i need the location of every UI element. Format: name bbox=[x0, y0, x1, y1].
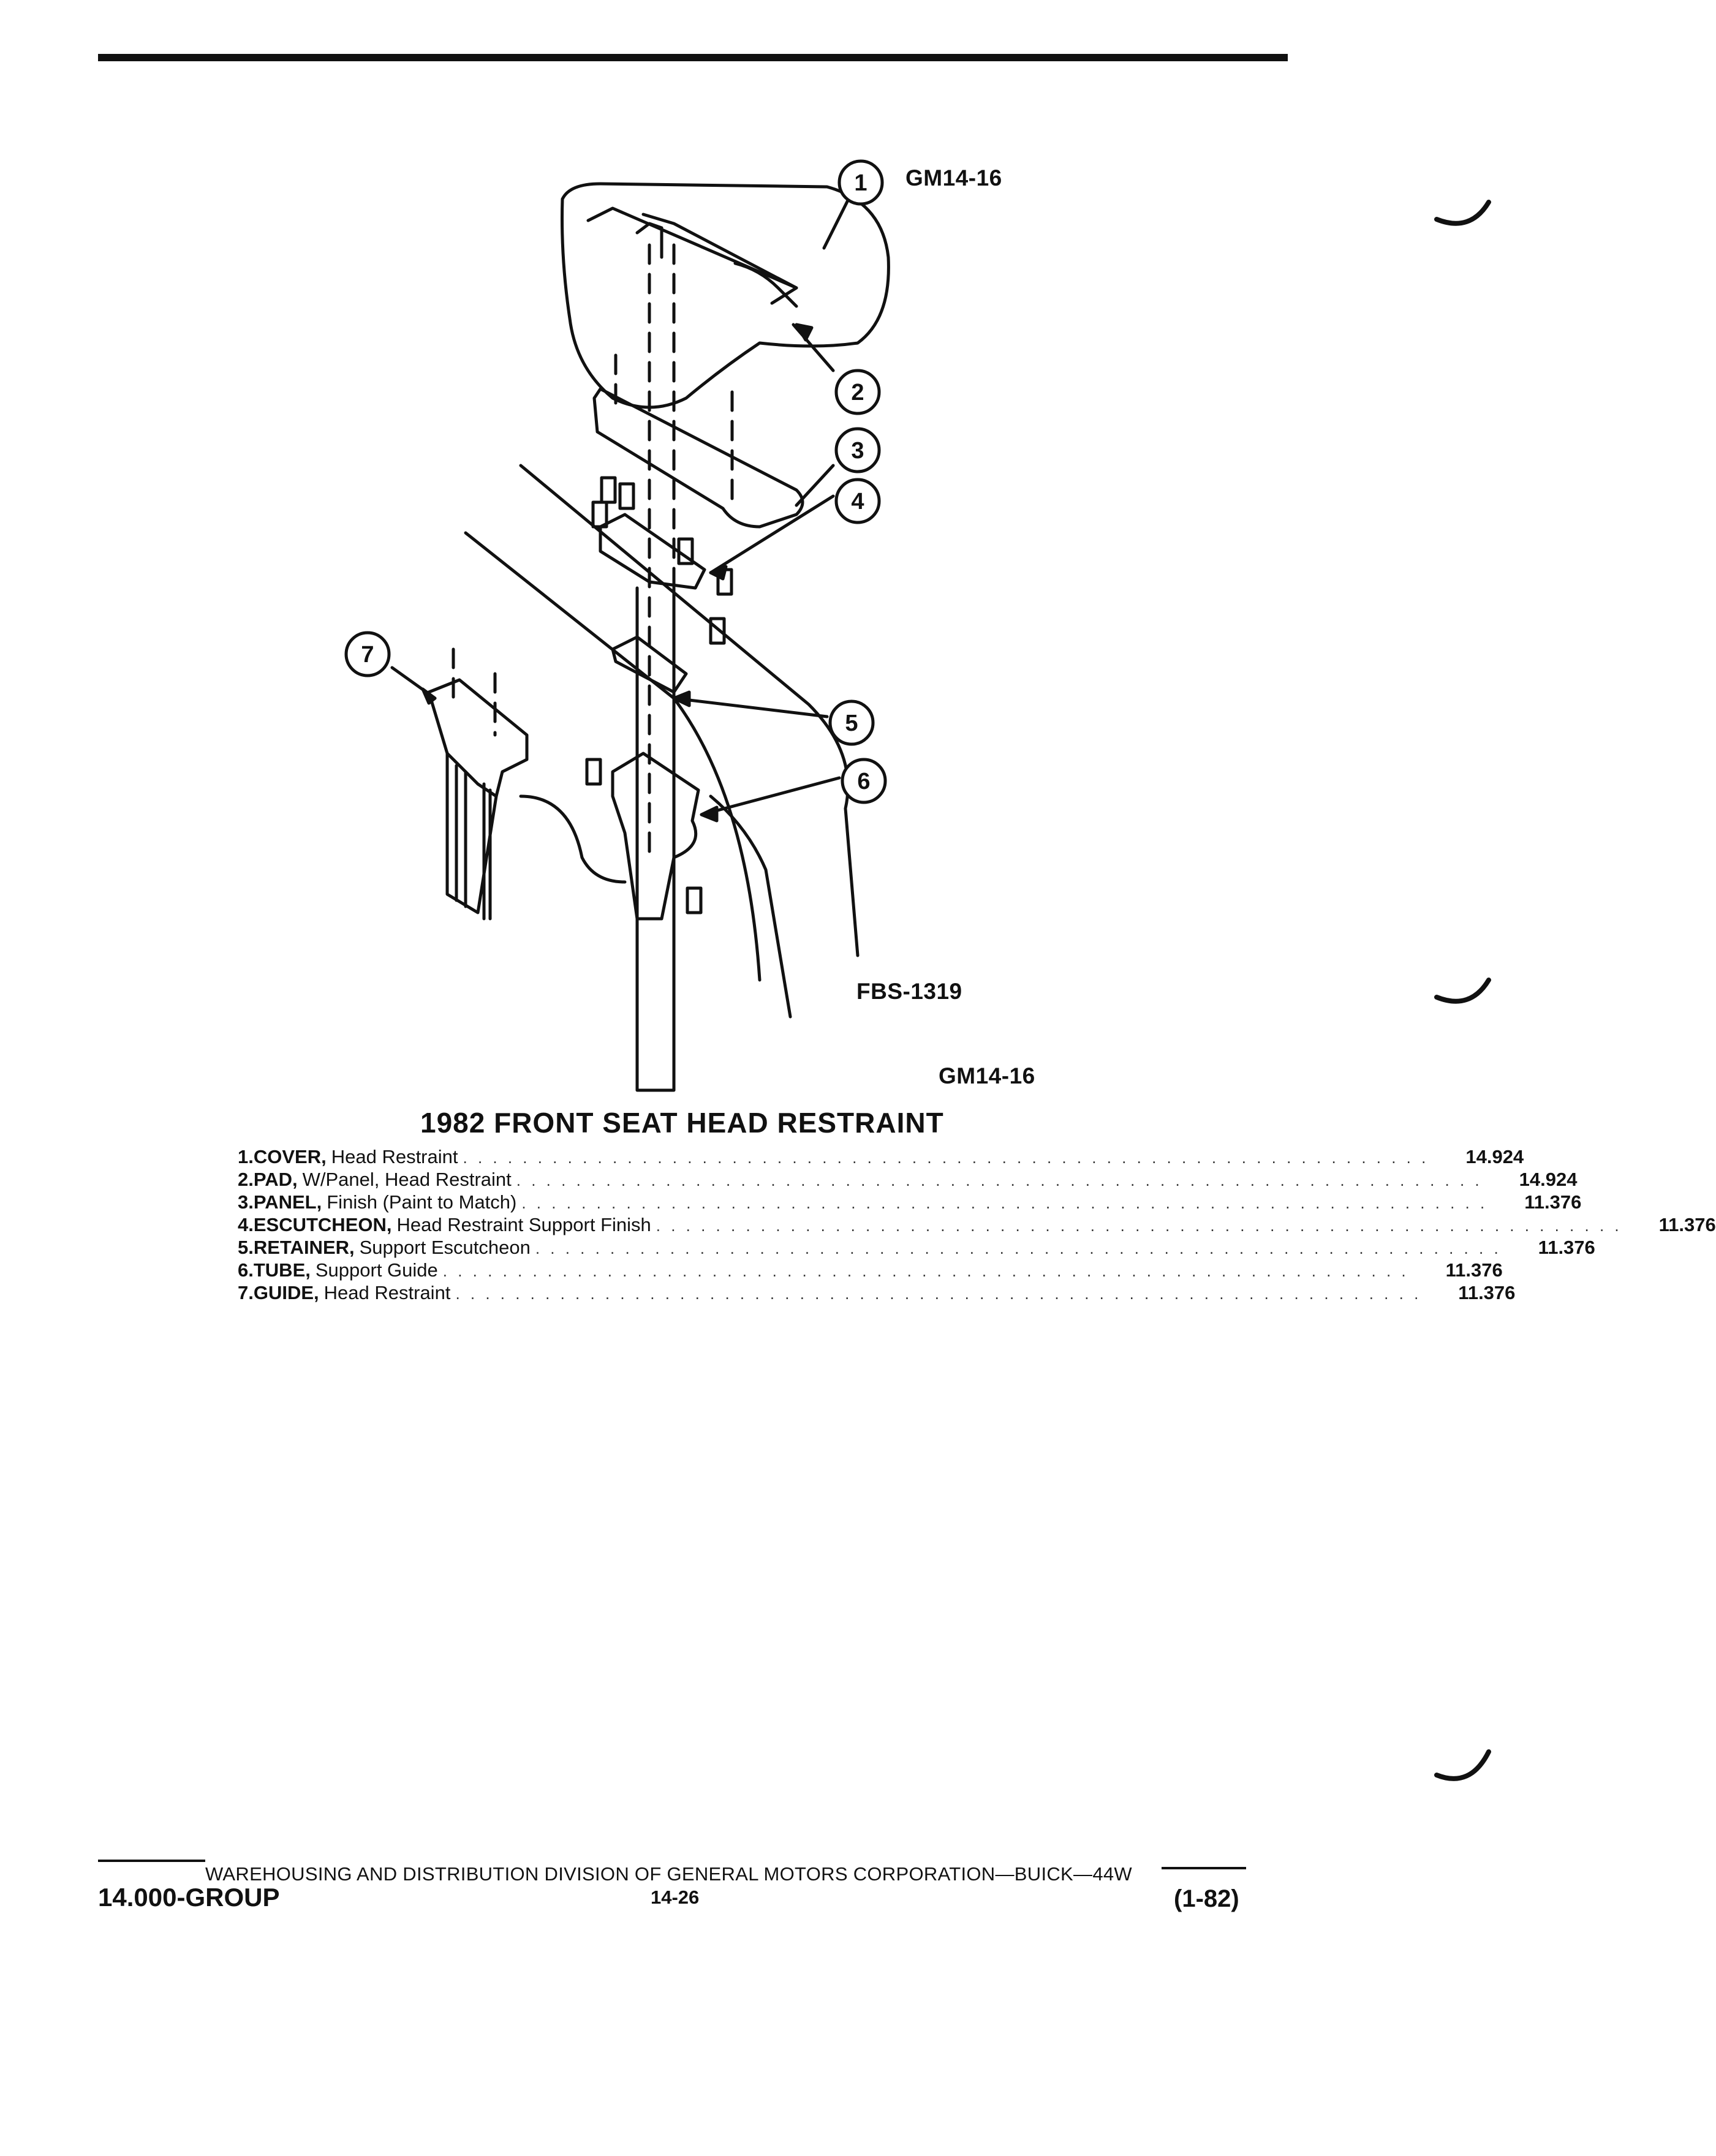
part-row bbox=[238, 1213, 1716, 1236]
part-number: 7. bbox=[238, 1282, 254, 1303]
part-number: 1. bbox=[238, 1146, 254, 1167]
part-row bbox=[238, 1168, 1578, 1191]
part-row bbox=[238, 1236, 1595, 1259]
part-name: COVER, bbox=[253, 1146, 327, 1167]
part-name: ESCUTCHEON, bbox=[253, 1214, 392, 1235]
footer-rule-left bbox=[98, 1860, 205, 1862]
escutcheon bbox=[600, 514, 705, 588]
guide-7 bbox=[429, 680, 527, 796]
part-number: 5. bbox=[238, 1237, 254, 1258]
footer-text: WAREHOUSING AND DISTRIBUTION DIVISION OF GENERAL MOTORS CORPORATION—BUICK—44W bbox=[205, 1863, 1132, 1885]
revision-date: (1-82) bbox=[1174, 1885, 1239, 1912]
head-restraint-diagram bbox=[0, 0, 1549, 1041]
leader-dots: . . . . . . . . . . . . . . . . . . . . . . . . . . . . . . . . . . . . . . . . . . . . . . . . . . . . . . . . . . . . . . . . . bbox=[442, 1262, 1409, 1280]
part-number: 4. bbox=[238, 1214, 254, 1235]
part-description: Head Restraint Support Finish bbox=[396, 1214, 651, 1235]
page-number: 14-26 bbox=[651, 1887, 700, 1908]
callout-3-label: 3 bbox=[851, 438, 864, 464]
part-name: PAD, bbox=[253, 1169, 298, 1190]
footer-rule-right bbox=[1162, 1867, 1246, 1869]
part-row bbox=[238, 1281, 1516, 1304]
screws bbox=[587, 478, 731, 913]
group-number: 11.376 bbox=[1524, 1191, 1582, 1213]
leader-dots: . . . . . . . . . . . . . . . . . . . . . . . . . . . . . . . . . . . . . . . . . . . . . . . . . . . . . . . . . . . . . . . . . bbox=[656, 1216, 1622, 1235]
group-label: 14.000-GROUP bbox=[98, 1883, 280, 1912]
callout-4-label: 4 bbox=[851, 489, 864, 514]
leader-dots: . . . . . . . . . . . . . . . . . . . . . . . . . . . . . . . . . . . . . . . . . . . . . . . . . . . . . . . . . . . . . . . . . bbox=[521, 1194, 1488, 1212]
leader-dots: . . . . . . . . . . . . . . . . . . . . . . . . . . . . . . . . . . . . . . . . . . . . . . . . . . . . . . . . . . . . . . . . . bbox=[463, 1148, 1429, 1167]
part-number: 2. bbox=[238, 1169, 254, 1190]
page-title: 1982 FRONT SEAT HEAD RESTRAINT bbox=[420, 1107, 944, 1139]
part-name: TUBE, bbox=[253, 1259, 311, 1281]
part-row bbox=[238, 1145, 1524, 1168]
part-name: PANEL, bbox=[253, 1191, 322, 1213]
group-number: 11.376 bbox=[1658, 1214, 1716, 1235]
figure-fbs-code: FBS-1319 bbox=[856, 979, 962, 1004]
group-number: 11.376 bbox=[1458, 1282, 1516, 1303]
part-description: Head Restraint bbox=[331, 1146, 458, 1167]
figure-code-bottom: GM14-16 bbox=[939, 1063, 1035, 1088]
group-number: 11.376 bbox=[1538, 1237, 1595, 1258]
part-description: Support Escutcheon bbox=[359, 1237, 531, 1258]
leader-dots: . . . . . . . . . . . . . . . . . . . . . . . . . . . . . . . . . . . . . . . . . . . . . . . . . . . . . . . . . . . . . . . . . bbox=[455, 1284, 1422, 1303]
part-description: Support Guide bbox=[315, 1259, 438, 1281]
leader-dots: . . . . . . . . . . . . . . . . . . . . . . . . . . . . . . . . . . . . . . . . . . . . . . . . . . . . . . . . . . . . . . . . . bbox=[535, 1239, 1502, 1257]
callout-7-label: 7 bbox=[361, 642, 374, 668]
part-description: Finish (Paint to Match) bbox=[327, 1191, 517, 1213]
callout-2-label: 2 bbox=[851, 380, 864, 405]
part-name: RETAINER, bbox=[253, 1237, 355, 1258]
part-number: 3. bbox=[238, 1191, 254, 1213]
callout-1-label: 1 bbox=[854, 170, 867, 196]
support-guide bbox=[613, 753, 698, 919]
panel-outline bbox=[594, 389, 803, 527]
part-name: GUIDE, bbox=[253, 1282, 319, 1303]
figure-code-top: GM14-16 bbox=[905, 165, 1002, 190]
part-description: W/Panel, Head Restraint bbox=[302, 1169, 512, 1190]
parts-list bbox=[238, 1145, 1716, 1304]
part-number: 6. bbox=[238, 1259, 254, 1281]
callout-5-label: 5 bbox=[845, 710, 858, 736]
group-number: 11.376 bbox=[1445, 1259, 1503, 1281]
part-row bbox=[238, 1191, 1582, 1213]
group-number: 14.924 bbox=[1519, 1169, 1578, 1190]
leader-dots: . . . . . . . . . . . . . . . . . . . . . . . . . . . . . . . . . . . . . . . . . . . . . . . . . . . . . . . . . . . . . . . . . bbox=[516, 1171, 1483, 1189]
group-number: 14.924 bbox=[1465, 1146, 1524, 1167]
part-description: Head Restraint bbox=[323, 1282, 451, 1303]
callout-6-label: 6 bbox=[857, 769, 871, 794]
part-row bbox=[238, 1259, 1503, 1281]
